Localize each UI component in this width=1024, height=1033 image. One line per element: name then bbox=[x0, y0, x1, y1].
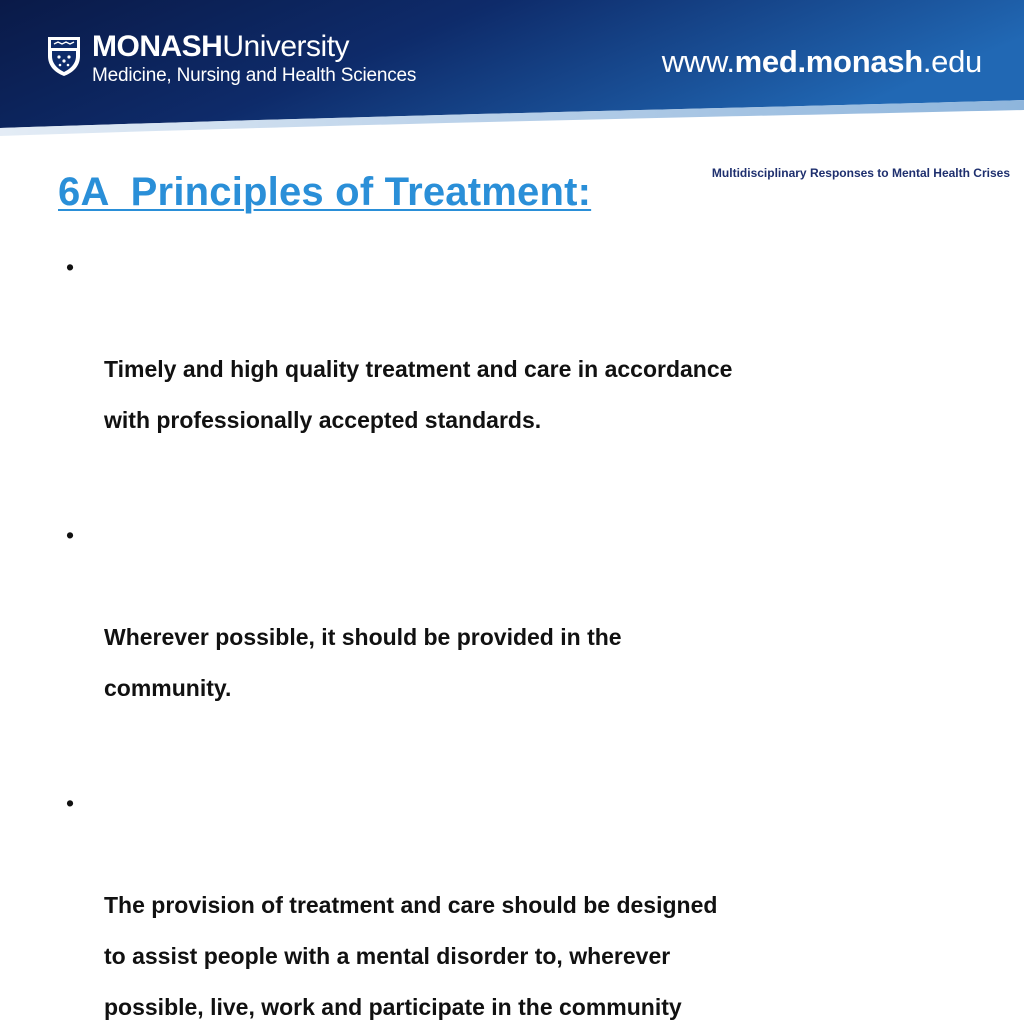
bullet-list bbox=[66, 242, 906, 1033]
website-url bbox=[662, 44, 982, 80]
header-banner bbox=[0, 0, 1024, 140]
brand-regular: University bbox=[222, 30, 350, 63]
bullet-text: Wherever possible, it should be provided in the community. bbox=[104, 624, 622, 701]
url-suffix: .edu bbox=[922, 44, 982, 79]
url-domain: med.monash bbox=[734, 44, 923, 79]
bullet-text: The provision of treatment and care should be designed to assist people with a mental disorder to, wherever possible, live, work and participate in the community bbox=[104, 892, 718, 1020]
brand-bold: MONASH bbox=[92, 30, 223, 63]
slide-title: 6A Principles of Treatment: bbox=[58, 170, 592, 214]
url-prefix: www. bbox=[661, 44, 735, 79]
bullet-text: Timely and high quality treatment and care in accordance with professionally accepted standards. bbox=[104, 356, 733, 433]
bullet-item bbox=[66, 778, 906, 1033]
bullet-icon: • bbox=[66, 522, 75, 548]
monash-crest-icon bbox=[44, 34, 84, 78]
bullet-icon: • bbox=[66, 790, 75, 816]
university-name bbox=[92, 30, 416, 64]
university-logo bbox=[92, 30, 416, 88]
bullet-item bbox=[66, 242, 906, 446]
bullet-item bbox=[66, 510, 906, 714]
bullet-icon: • bbox=[66, 254, 75, 280]
course-title: Multidisciplinary Responses to Mental Health Crises bbox=[711, 166, 1010, 180]
faculty-name: Medicine, Nursing and Health Sciences bbox=[92, 65, 417, 86]
